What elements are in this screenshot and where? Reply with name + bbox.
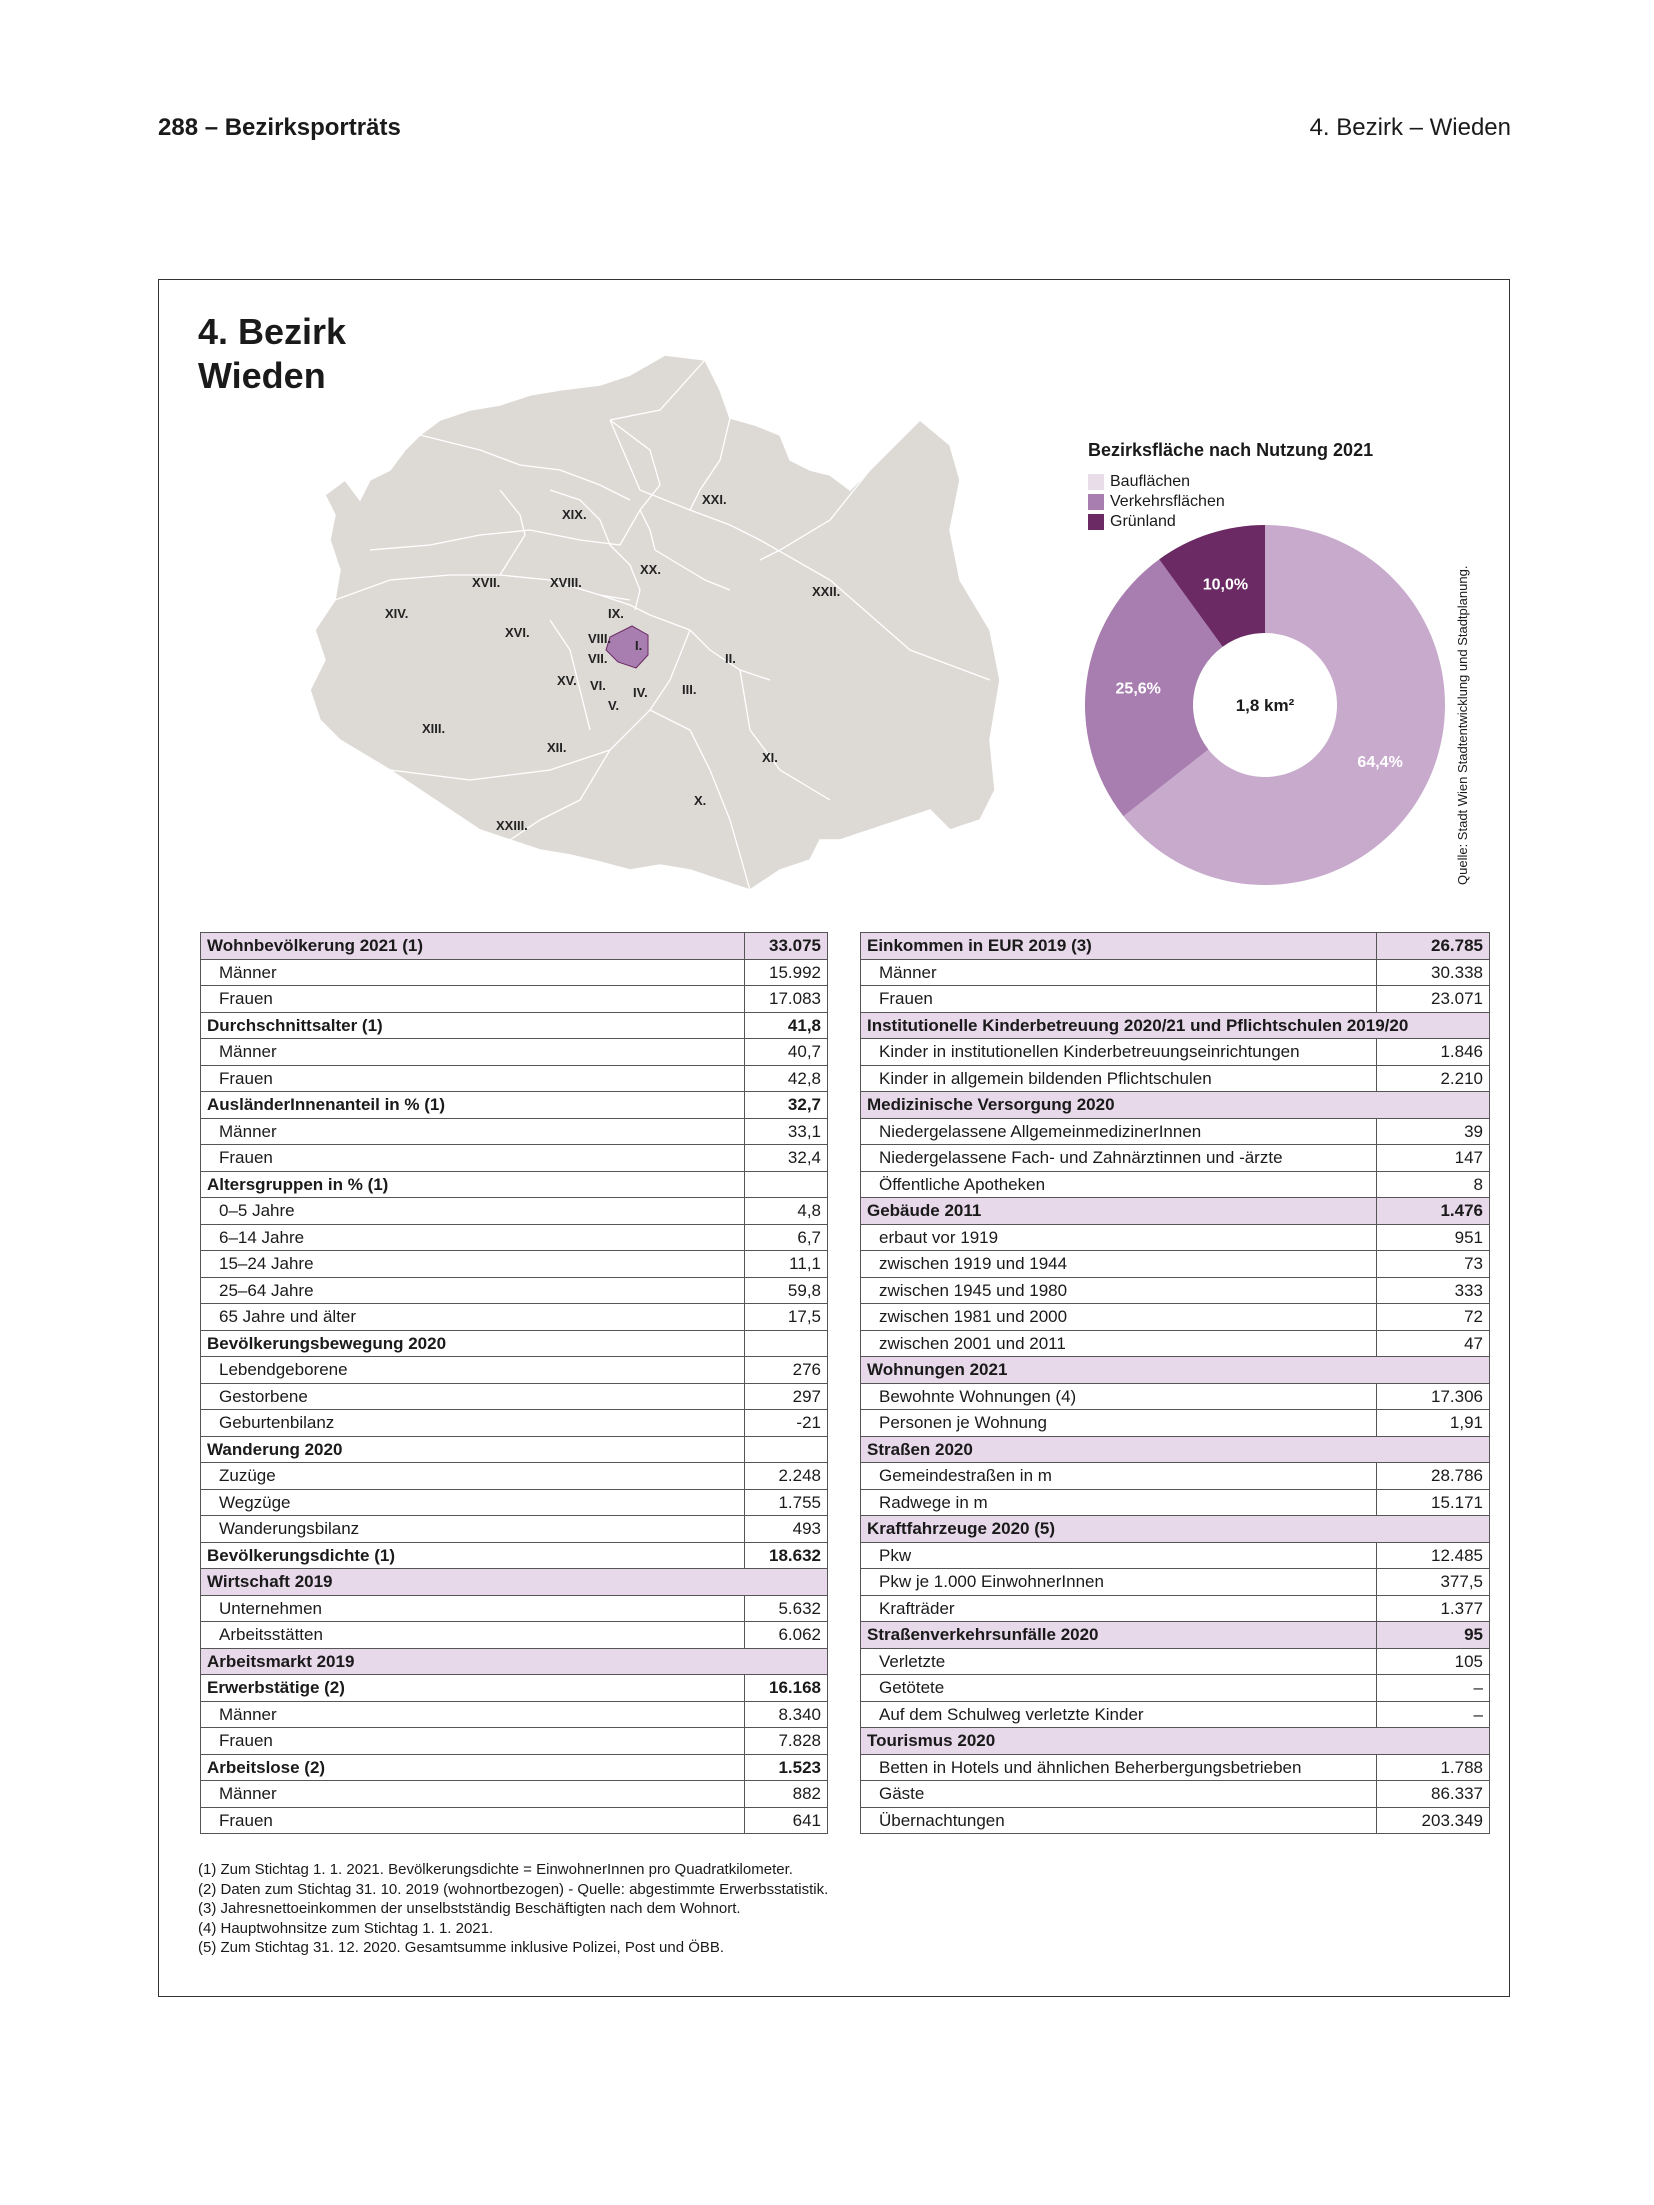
row-value: 2.248	[745, 1463, 828, 1490]
row-label: Geburtenbilanz	[201, 1410, 745, 1437]
table-row	[201, 1330, 828, 1357]
table-row	[201, 1542, 828, 1569]
footnote: (3) Jahresnettoeinkommen der unselbstständig Beschäftigten nach dem Wohnort.	[198, 1900, 741, 1917]
table-row	[861, 1648, 1490, 1675]
row-value: 6,7	[745, 1224, 828, 1251]
row-value: 4,8	[745, 1198, 828, 1225]
table-row	[861, 1807, 1490, 1834]
row-label: 15–24 Jahre	[201, 1251, 745, 1278]
row-label: Kinder in allgemein bildenden Pflichtschulen	[861, 1065, 1377, 1092]
row-value: 59,8	[745, 1277, 828, 1304]
map-label: VI.	[590, 678, 606, 693]
row-label: Wanderung 2020	[201, 1436, 745, 1463]
table-row	[201, 1675, 828, 1702]
row-value: -21	[745, 1410, 828, 1437]
legend-item	[1088, 472, 1225, 492]
row-label: Wanderungsbilanz	[201, 1516, 745, 1543]
table-row	[201, 1807, 828, 1834]
legend-label: Grünland	[1110, 513, 1176, 530]
row-label: Straßenverkehrsunfälle 2020	[861, 1622, 1377, 1649]
row-value: 32,7	[745, 1092, 828, 1119]
row-value: 1.523	[745, 1754, 828, 1781]
table-row	[201, 1012, 828, 1039]
row-label: Tourismus 2020	[861, 1728, 1490, 1755]
table-row	[861, 1330, 1490, 1357]
row-value: 11,1	[745, 1251, 828, 1278]
row-label: erbaut vor 1919	[861, 1224, 1377, 1251]
row-value	[745, 1330, 828, 1357]
row-value: 377,5	[1377, 1569, 1490, 1596]
table-row	[861, 1516, 1490, 1543]
row-label: Auf dem Schulweg verletzte Kinder	[861, 1701, 1377, 1728]
table-row	[201, 1357, 828, 1384]
row-value: 86.337	[1377, 1781, 1490, 1808]
row-label: Männer	[201, 1781, 745, 1808]
map-label: XIII.	[422, 721, 446, 736]
table-row	[201, 1701, 828, 1728]
row-label: 0–5 Jahre	[201, 1198, 745, 1225]
map-label: II.	[725, 651, 736, 666]
table-row	[201, 1198, 828, 1225]
usage-donut-chart	[1080, 520, 1450, 890]
row-value: 12.485	[1377, 1542, 1490, 1569]
table-row	[861, 1118, 1490, 1145]
row-label: Bewohnte Wohnungen (4)	[861, 1383, 1377, 1410]
row-value: 641	[745, 1807, 828, 1834]
table-row	[861, 1383, 1490, 1410]
map-label: I.	[635, 638, 643, 653]
table-row	[201, 959, 828, 986]
row-value: 297	[745, 1383, 828, 1410]
row-label: Wohnbevölkerung 2021 (1)	[201, 933, 745, 960]
row-value: 493	[745, 1516, 828, 1543]
row-label: Unternehmen	[201, 1595, 745, 1622]
page-header-right: 4. Bezirk – Wieden	[1309, 114, 1511, 141]
vienna-outline	[310, 355, 1000, 890]
row-value: 951	[1377, 1224, 1490, 1251]
legend-item	[1088, 492, 1225, 512]
map-label: XII.	[547, 740, 567, 755]
row-label: Arbeitsmarkt 2019	[201, 1648, 828, 1675]
row-value: 30.338	[1377, 959, 1490, 986]
chart-title: Bezirksfläche nach Nutzung 2021	[1088, 440, 1374, 460]
row-label: Getötete	[861, 1675, 1377, 1702]
table-row	[861, 1065, 1490, 1092]
row-value: 28.786	[1377, 1463, 1490, 1490]
vienna-district-map	[310, 350, 1000, 890]
table-row	[861, 1198, 1490, 1225]
row-label: Gestorbene	[201, 1383, 745, 1410]
table-row	[861, 1728, 1490, 1755]
table-row	[201, 1065, 828, 1092]
row-label: Kraftfahrzeuge 2020 (5)	[861, 1516, 1490, 1543]
row-value: –	[1377, 1701, 1490, 1728]
row-value: 18.632	[745, 1542, 828, 1569]
row-label: Kinder in institutionellen Kinderbetreuungseinrichtungen	[861, 1039, 1377, 1066]
map-label: VII.	[588, 651, 608, 666]
row-label: Männer	[201, 1039, 745, 1066]
legend-swatch	[1088, 494, 1104, 510]
table-row	[201, 1277, 828, 1304]
row-value: 7.828	[745, 1728, 828, 1755]
map-label: XVIII.	[550, 575, 582, 590]
table-row	[201, 1754, 828, 1781]
row-label: Männer	[201, 959, 745, 986]
table-row	[201, 1251, 828, 1278]
slice-label: 64,4%	[1357, 753, 1403, 771]
row-label: 25–64 Jahre	[201, 1277, 745, 1304]
map-label: XVII.	[472, 575, 501, 590]
row-label: 65 Jahre und älter	[201, 1304, 745, 1331]
row-value: 33.075	[745, 933, 828, 960]
table-row	[861, 1701, 1490, 1728]
map-label: III.	[682, 682, 697, 697]
row-value: 72	[1377, 1304, 1490, 1331]
table-row	[861, 1675, 1490, 1702]
row-value: 42,8	[745, 1065, 828, 1092]
map-label: XXI.	[702, 492, 727, 507]
row-label: Frauen	[201, 1145, 745, 1172]
table-row	[861, 1622, 1490, 1649]
table-row	[861, 1145, 1490, 1172]
row-value: 276	[745, 1357, 828, 1384]
row-label: Radwege in m	[861, 1489, 1377, 1516]
row-label: Krafträder	[861, 1595, 1377, 1622]
table-row	[861, 1277, 1490, 1304]
table-row	[201, 1489, 828, 1516]
row-value: 17.083	[745, 986, 828, 1013]
row-value: 105	[1377, 1648, 1490, 1675]
table-row	[201, 1304, 828, 1331]
row-label: Durchschnittsalter (1)	[201, 1012, 745, 1039]
table-row	[201, 1171, 828, 1198]
row-value: 1,91	[1377, 1410, 1490, 1437]
row-label: Öffentliche Apotheken	[861, 1171, 1377, 1198]
row-label: Männer	[201, 1701, 745, 1728]
table-row	[861, 1569, 1490, 1596]
table-row	[201, 1516, 828, 1543]
row-label: Bevölkerungsbewegung 2020	[201, 1330, 745, 1357]
row-value	[745, 1436, 828, 1463]
row-label: Arbeitslose (2)	[201, 1754, 745, 1781]
map-label: IV.	[633, 685, 648, 700]
row-value: 2.210	[1377, 1065, 1490, 1092]
row-value: 6.062	[745, 1622, 828, 1649]
row-label: Lebendgeborene	[201, 1357, 745, 1384]
table-row	[201, 1569, 828, 1596]
row-value: 1.755	[745, 1489, 828, 1516]
row-value: 333	[1377, 1277, 1490, 1304]
table-row	[861, 1781, 1490, 1808]
row-label: Pkw	[861, 1542, 1377, 1569]
row-label: Arbeitsstätten	[201, 1622, 745, 1649]
map-label: V.	[608, 698, 620, 713]
table-row	[201, 1436, 828, 1463]
row-label: Gemeindestraßen in m	[861, 1463, 1377, 1490]
row-label: Personen je Wohnung	[861, 1410, 1377, 1437]
table-row	[201, 1648, 828, 1675]
table-row	[861, 986, 1490, 1013]
footnote: (4) Hauptwohnsitze zum Stichtag 1. 1. 2021.	[198, 1919, 494, 1937]
table-row	[861, 1595, 1490, 1622]
row-value: 39	[1377, 1118, 1490, 1145]
table-row	[201, 1622, 828, 1649]
row-label: Pkw je 1.000 EinwohnerInnen	[861, 1569, 1377, 1596]
slice-label: 10,0%	[1202, 576, 1249, 594]
row-label: Wohnungen 2021	[861, 1357, 1490, 1384]
row-value: 40,7	[745, 1039, 828, 1066]
row-label: zwischen 2001 und 2011	[861, 1330, 1377, 1357]
row-value: 8	[1377, 1171, 1490, 1198]
footnote: (2) Daten zum Stichtag 31. 10. 2019 (wohnortbezogen) - Quelle: abgestimmte Erwerbsstatistik.	[198, 1880, 829, 1898]
row-value: 5.632	[745, 1595, 828, 1622]
row-value: 15.992	[745, 959, 828, 986]
map-label: XI.	[762, 750, 778, 765]
map-label: XIV.	[385, 606, 409, 621]
table-row	[861, 1171, 1490, 1198]
row-label: Verletzte	[861, 1648, 1377, 1675]
map-label: XXII.	[812, 584, 841, 599]
row-label: Niedergelassene AllgemeinmedizinerInnen	[861, 1118, 1377, 1145]
row-label: Betten in Hotels und ähnlichen Beherbergungsbetrieben	[861, 1754, 1377, 1781]
row-value: 47	[1377, 1330, 1490, 1357]
row-value: 1.377	[1377, 1595, 1490, 1622]
map-label: XXIII.	[496, 818, 528, 833]
table-row	[861, 1304, 1490, 1331]
table-row	[201, 1595, 828, 1622]
legend-label: Verkehrsflächen	[1110, 493, 1225, 510]
source-note: Quelle: Stadt Wien Stadtentwicklung und Stadtplanung.	[1455, 565, 1470, 885]
map-label: VIII.	[588, 631, 612, 646]
table-row	[861, 1092, 1490, 1119]
table-row	[201, 1224, 828, 1251]
row-value: 23.071	[1377, 986, 1490, 1013]
row-label: Wegzüge	[201, 1489, 745, 1516]
row-label: Straßen 2020	[861, 1436, 1490, 1463]
legend-label: Bauflächen	[1110, 473, 1191, 490]
table-row	[861, 1410, 1490, 1437]
row-value	[745, 1171, 828, 1198]
row-value: 95	[1377, 1622, 1490, 1649]
row-value: 147	[1377, 1145, 1490, 1172]
district-title-line1: 4. Bezirk	[198, 311, 347, 352]
row-value: 1.788	[1377, 1754, 1490, 1781]
row-label: Gäste	[861, 1781, 1377, 1808]
map-label: XX.	[640, 562, 661, 577]
table-row	[201, 1118, 828, 1145]
row-label: Altersgruppen in % (1)	[201, 1171, 745, 1198]
table-row	[861, 1039, 1490, 1066]
table-row	[861, 1251, 1490, 1278]
stats-table-left	[200, 932, 828, 1834]
stats-table-right	[860, 932, 1490, 1834]
row-value: 73	[1377, 1251, 1490, 1278]
slice-label: 25,6%	[1115, 680, 1161, 698]
table-row	[201, 1410, 828, 1437]
map-label: X.	[694, 793, 707, 808]
row-label: Wirtschaft 2019	[201, 1569, 828, 1596]
table-row	[861, 1436, 1490, 1463]
table-row	[201, 1092, 828, 1119]
table-row	[201, 1383, 828, 1410]
table-row	[201, 1463, 828, 1490]
table-row	[201, 1145, 828, 1172]
table-row	[861, 1754, 1490, 1781]
center-label: 1,8 km²	[1235, 696, 1295, 715]
row-label: Bevölkerungsdichte (1)	[201, 1542, 745, 1569]
table-row	[861, 1542, 1490, 1569]
row-label: Männer	[861, 959, 1377, 986]
row-label: Frauen	[201, 1807, 745, 1834]
row-label: Medizinische Versorgung 2020	[861, 1092, 1490, 1119]
row-value: 16.168	[745, 1675, 828, 1702]
map-label: XV.	[557, 673, 577, 688]
row-value: 32,4	[745, 1145, 828, 1172]
table-row	[861, 1357, 1490, 1384]
table-row	[861, 1012, 1490, 1039]
row-label: zwischen 1919 und 1944	[861, 1251, 1377, 1278]
footnote: (5) Zum Stichtag 31. 12. 2020. Gesamtsumme inklusive Polizei, Post und ÖBB.	[198, 1939, 725, 1956]
table-row	[201, 1781, 828, 1808]
row-label: AusländerInnenanteil in % (1)	[201, 1092, 745, 1119]
table-row	[861, 1489, 1490, 1516]
table-row	[201, 986, 828, 1013]
row-label: Niedergelassene Fach- und Zahnärztinnen und -ärzte	[861, 1145, 1377, 1172]
row-label: Erwerbstätige (2)	[201, 1675, 745, 1702]
row-label: Frauen	[201, 986, 745, 1013]
row-value: 41,8	[745, 1012, 828, 1039]
row-value: 8.340	[745, 1701, 828, 1728]
row-value: 1.846	[1377, 1039, 1490, 1066]
map-label: IX.	[608, 606, 624, 621]
row-label: Frauen	[201, 1728, 745, 1755]
table-row	[861, 933, 1490, 960]
row-value: 17,5	[745, 1304, 828, 1331]
row-value: –	[1377, 1675, 1490, 1702]
row-label: Männer	[201, 1118, 745, 1145]
map-label: XIX.	[562, 507, 587, 522]
page-header-left: 288 – Bezirksporträts	[158, 114, 401, 141]
row-label: Übernachtungen	[861, 1807, 1377, 1834]
table-row	[861, 1224, 1490, 1251]
row-label: Einkommen in EUR 2019 (3)	[861, 933, 1377, 960]
row-value: 33,1	[745, 1118, 828, 1145]
legend-swatch	[1088, 474, 1104, 490]
footnotes	[198, 1860, 828, 1958]
row-value: 26.785	[1377, 933, 1490, 960]
table-row	[201, 1728, 828, 1755]
row-label: zwischen 1945 und 1980	[861, 1277, 1377, 1304]
district-title-line2: Wieden	[198, 355, 326, 396]
map-label: XVI.	[505, 625, 530, 640]
table-row	[201, 933, 828, 960]
row-label: Frauen	[201, 1065, 745, 1092]
row-label: Frauen	[861, 986, 1377, 1013]
row-label: zwischen 1981 und 2000	[861, 1304, 1377, 1331]
row-value: 17.306	[1377, 1383, 1490, 1410]
row-label: Zuzüge	[201, 1463, 745, 1490]
row-label: Institutionelle Kinderbetreuung 2020/21 und Pflichtschulen 2019/20	[861, 1012, 1490, 1039]
table-row	[861, 1463, 1490, 1490]
row-label: 6–14 Jahre	[201, 1224, 745, 1251]
row-value: 882	[745, 1781, 828, 1808]
row-value: 15.171	[1377, 1489, 1490, 1516]
row-value: 1.476	[1377, 1198, 1490, 1225]
table-row	[201, 1039, 828, 1066]
row-label: Gebäude 2011	[861, 1198, 1377, 1225]
row-value: 203.349	[1377, 1807, 1490, 1834]
footnote: (1) Zum Stichtag 1. 1. 2021. Bevölkerungsdichte = EinwohnerInnen pro Quadratkilometer.	[198, 1861, 793, 1878]
table-row	[861, 959, 1490, 986]
